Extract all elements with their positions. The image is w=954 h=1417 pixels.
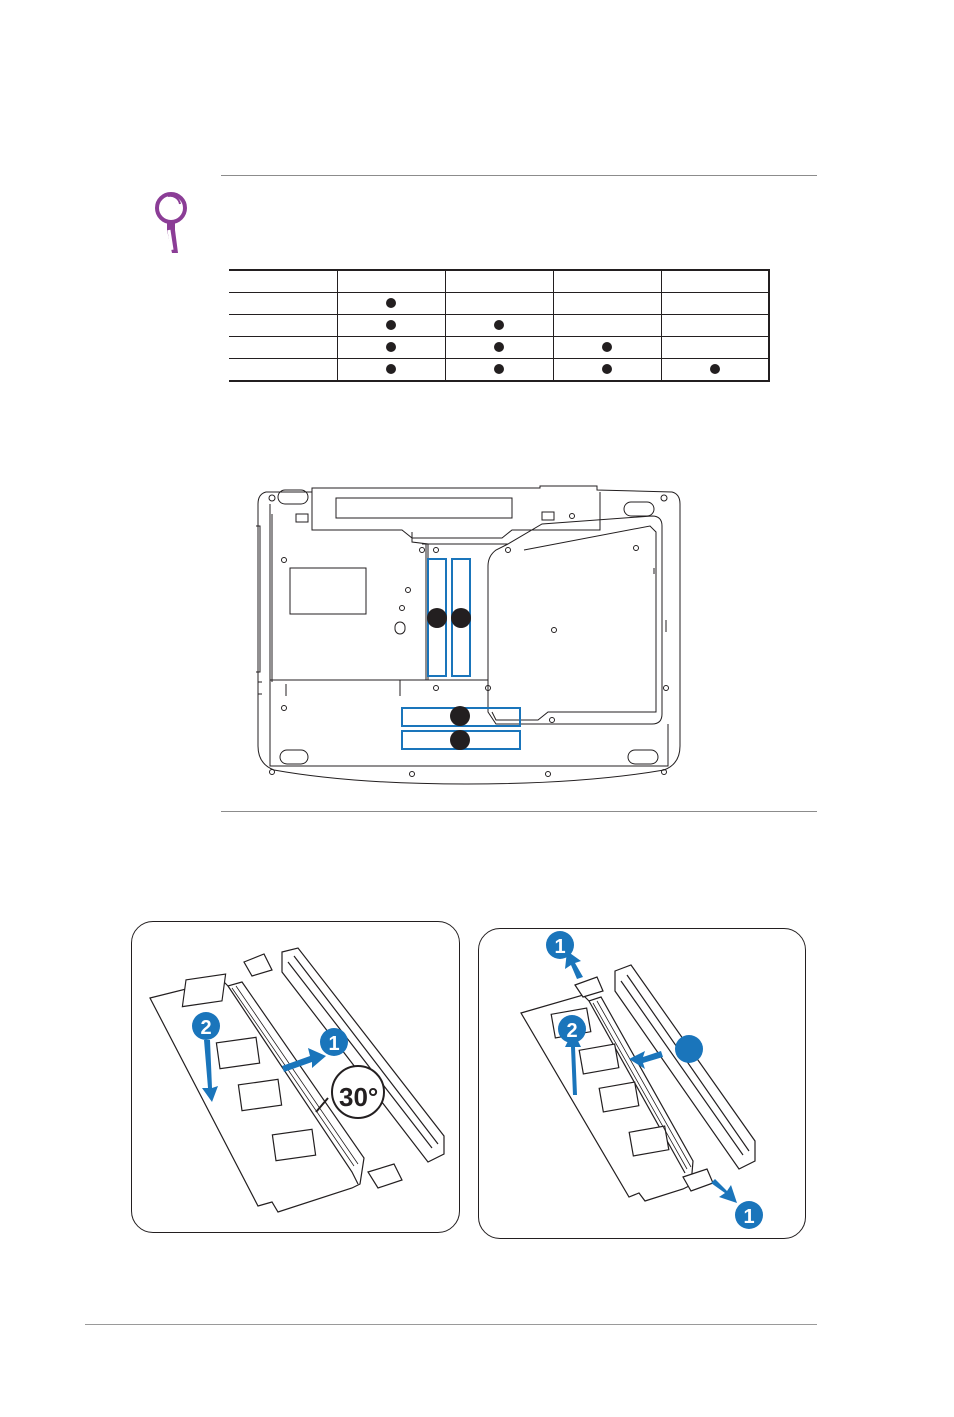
filled-slot-dot xyxy=(386,298,396,308)
slot-cell xyxy=(337,293,445,315)
row-label-cell xyxy=(229,359,337,382)
slot-cell xyxy=(661,315,769,337)
step-2-badge: 2 xyxy=(566,1020,578,1042)
filled-slot-dot xyxy=(602,342,612,352)
slot-cell xyxy=(661,293,769,315)
filled-slot-dot xyxy=(386,364,396,374)
filled-slot-dot xyxy=(602,364,612,374)
slot-cell xyxy=(337,337,445,359)
slot-cell xyxy=(661,359,769,382)
slot-cell xyxy=(445,337,553,359)
row-label-cell xyxy=(229,337,337,359)
table-row xyxy=(229,359,769,382)
filled-slot-dot xyxy=(386,320,396,330)
filled-slot-dot xyxy=(494,320,504,330)
remove-module-illustration xyxy=(479,929,805,1238)
step-1-top-badge: 1 xyxy=(554,936,566,958)
table-header-row xyxy=(229,270,769,293)
slot-cell xyxy=(445,293,553,315)
step-1-badge: 1 xyxy=(328,1033,340,1055)
top-divider xyxy=(221,175,817,176)
angle-label: 30° xyxy=(339,1082,379,1112)
note-magnifier-icon xyxy=(150,190,192,260)
step-1-bottom-badge: 1 xyxy=(743,1206,755,1228)
slot-cell xyxy=(553,359,661,382)
table-row xyxy=(229,315,769,337)
install-module-illustration xyxy=(132,922,459,1232)
slot-cell xyxy=(337,359,445,382)
bottom-divider xyxy=(221,811,817,812)
row-label-cell xyxy=(229,315,337,337)
slot-cell xyxy=(553,315,661,337)
install-module-panel xyxy=(131,921,460,1233)
slot-markers xyxy=(427,608,471,750)
filled-slot-dot xyxy=(494,342,504,352)
table-row xyxy=(229,293,769,315)
slot-cell xyxy=(661,337,769,359)
filled-slot-dot xyxy=(386,342,396,352)
footer-divider xyxy=(85,1324,817,1325)
filled-slot-dot xyxy=(710,364,720,374)
table-row xyxy=(229,337,769,359)
step-2-badge: 2 xyxy=(200,1017,212,1039)
slot-cell xyxy=(445,359,553,382)
remove-module-panel xyxy=(478,928,806,1239)
slot-cell xyxy=(553,337,661,359)
memory-slot-table xyxy=(229,269,770,382)
row-label-cell xyxy=(229,293,337,315)
slot-cell xyxy=(445,315,553,337)
slot-cell xyxy=(553,293,661,315)
filled-slot-dot xyxy=(494,364,504,374)
slot-cell xyxy=(337,315,445,337)
laptop-bottom-diagram xyxy=(252,484,684,786)
